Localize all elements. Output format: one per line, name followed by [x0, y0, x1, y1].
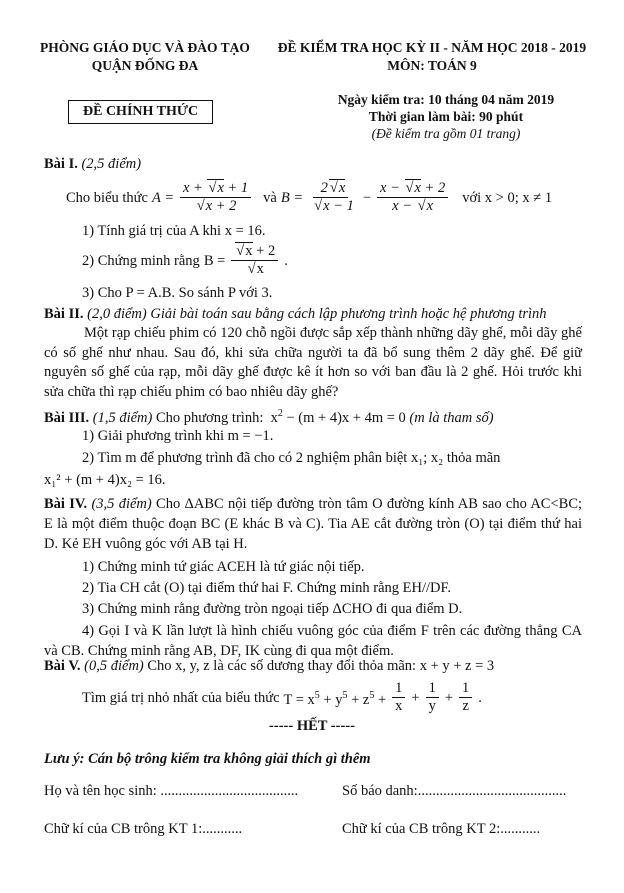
bai1-q3: 3) Cho P = A.B. So sánh P với 3. [82, 285, 273, 301]
bai3-title: Bài III. [44, 409, 90, 426]
bai4-q4: 4) Gọi I và K lần lượt là hình chiếu vuông góc của điểm F trên các đường thẳng CA và CB. Chứng minh rằng AB, DF, IK cùng đi qua một điểm. [44, 623, 582, 659]
bai1-expressions: Cho biểu thức A = x + √ x + 1 √ x + 2 và B = 2√ x √ x − 1 − $\frac{x - √ x + 2}{x - √ x}$ với x > 0; x ≠ 1 [66, 180, 552, 215]
bai1-q2: 2) Chứng minh rằng [82, 252, 200, 269]
bai1-title: Bài I. [44, 156, 78, 172]
bai2-title: Bài II. [44, 306, 84, 322]
bai5-points: (0,5 điểm) [84, 658, 144, 674]
bai5-title: Bài V. [44, 658, 81, 674]
bai1-points: (2,5 điểm) [81, 156, 142, 172]
bai4-points: (3,5 điểm) [91, 496, 152, 512]
bai3-points: (1,5 điểm) [92, 409, 153, 426]
department-line2: QUẬN ĐỐNG ĐA [91, 58, 199, 73]
note-row [44, 750, 371, 768]
official-label: ĐỀ CHÍNH THỨC [68, 100, 213, 124]
exam-date: Ngày kiểm tra: 10 tháng 04 năm 2019 [337, 92, 555, 107]
bai4-body-wrap [44, 494, 582, 554]
bai1-condition: với x > 0; x ≠ 1 [462, 189, 553, 206]
bai1-and: và [263, 189, 277, 206]
department-line1: PHÒNG GIÁO DỤC VÀ ĐÀO TẠO [40, 40, 250, 55]
expr-1-over-z: $\frac{1}{z}$ [459, 680, 472, 715]
expr-1-over-x: $\frac{1}{x}$ [392, 680, 405, 715]
bai4-body: Cho ΔABC nội tiếp đường tròn tâm O đường kính AB sao cho AC<BC; E là một điểm thuộc đoạn BC (E khác B và C). Tia AE cắt đường tròn (O) tại điểm thứ hai D. Kẻ EH vuông góc với AB tại H. [44, 496, 583, 552]
exam-title: ĐỀ KIỂM TRA HỌC KỲ II - NĂM HỌC 2018 - 2019 [277, 40, 587, 55]
expr-A: x + √ x + 1 √ x + 2 [180, 180, 251, 215]
bai1-q1: 1) Tính giá trị của A khi x = 16. [82, 223, 266, 239]
invigilator1-signature: Chữ kí của CB trông KT 1:........... [44, 821, 243, 837]
bai4-q1: 1) Chứng minh tứ giác ACEH là tứ giác nội tiếp. [82, 559, 365, 575]
bai2-points: (2,0 điểm) Giải bài toán sau bằng cách lập phương trình hoặc hệ phương trình [87, 306, 547, 322]
note-text: Cán bộ trông kiểm tra không giải thích gì thêm [88, 751, 371, 767]
bai2-heading [44, 305, 547, 323]
bai1-heading [44, 155, 141, 173]
expr-B-simplified: √ x + 2 √ x [231, 243, 278, 278]
exam-duration: Thời gian làm bài: 90 phút [368, 109, 524, 124]
end-mark: ----- HẾT ----- [269, 718, 355, 734]
bai5-intro: Cho x, y, z là các số dương thay đổi thỏa mãn: x + y + z = 3 [147, 658, 495, 674]
bai3-param-note: (m là tham số) [409, 409, 494, 426]
bai5-task: Tìm giá trị nhỏ nhất của biểu thức [82, 689, 280, 706]
bai2-body: Một rạp chiếu phim có 120 chỗ ngồi được sắp xếp thành những dãy ghế, mỗi dãy ghế có số ghế như nhau. Sau đó, khi sửa chữa người ta đã bổ sung thêm 2 dãy ghế. Để giữ nguyên số ghế của rạp, mỗi dãy ghế được kê ít hơn so với ban đầu là 2 ghế. Hỏi trước khi sửa chữa thì rạp chiếu phim có bao nhiêu dãy ghế? [44, 325, 582, 400]
bai1-q2-row: 2) Chứng minh rằng B = √ x + 2 √ x . [82, 243, 288, 278]
bai3-intro: Cho phương trình: [155, 409, 264, 426]
bai3-q2-line1: 2) Tìm m để phương trình đã cho có 2 nghiệm phân biệt x₁; x₂ thỏa mãn [82, 450, 501, 466]
note-label: Lưu ý: [44, 751, 85, 767]
pages-note: (Đề kiểm tra gồm 01 trang) [371, 126, 521, 141]
bai4-q2: 2) Tia CH cắt (O) tại điểm thứ hai F. Chứng minh rằng EH//DF. [82, 580, 452, 596]
bai4-title: Bài IV. [44, 496, 88, 512]
candidate-number-field: Số báo danh:......................................... [342, 783, 567, 799]
bai4-q3: 3) Chứng minh rằng đường tròn ngoại tiếp ΔCHO đi qua điểm D. [82, 601, 463, 617]
bai3-equation: $x^2 - (m + 4)x + 4m = 0$ [266, 408, 406, 426]
student-name-field: Họ và tên học sinh: ...................................... [44, 783, 299, 799]
expr-1-over-y: $\frac{1}{y}$ [426, 680, 439, 715]
invigilator2-signature: Chữ kí của CB trông KT 2:........... [342, 821, 541, 837]
expr-B-part1: 2√ x √ x − 1 [309, 180, 357, 215]
bai5-heading [44, 657, 494, 675]
bai3-q1: 1) Giải phương trình khi m = −1. [82, 428, 274, 444]
bai3-heading [44, 405, 494, 427]
exam-subject: MÔN: TOÁN 9 [387, 58, 477, 73]
bai3-q2-line2: x₁² + (m + 4)x₂ = 16. [44, 472, 166, 488]
bai5-task-row: Tìm giá trị nhỏ nhất của biểu thức $T = x^5 + y^5 + z^5$ + $\frac{1}{x}$ + $\frac{1}{y}$ + $\frac{1}{z}$ . [82, 680, 482, 714]
bai1-intro: Cho biểu thức [66, 189, 148, 206]
expr-B-part2: $\frac{x - √ x + 2}{x - √ x}$ [377, 180, 448, 215]
